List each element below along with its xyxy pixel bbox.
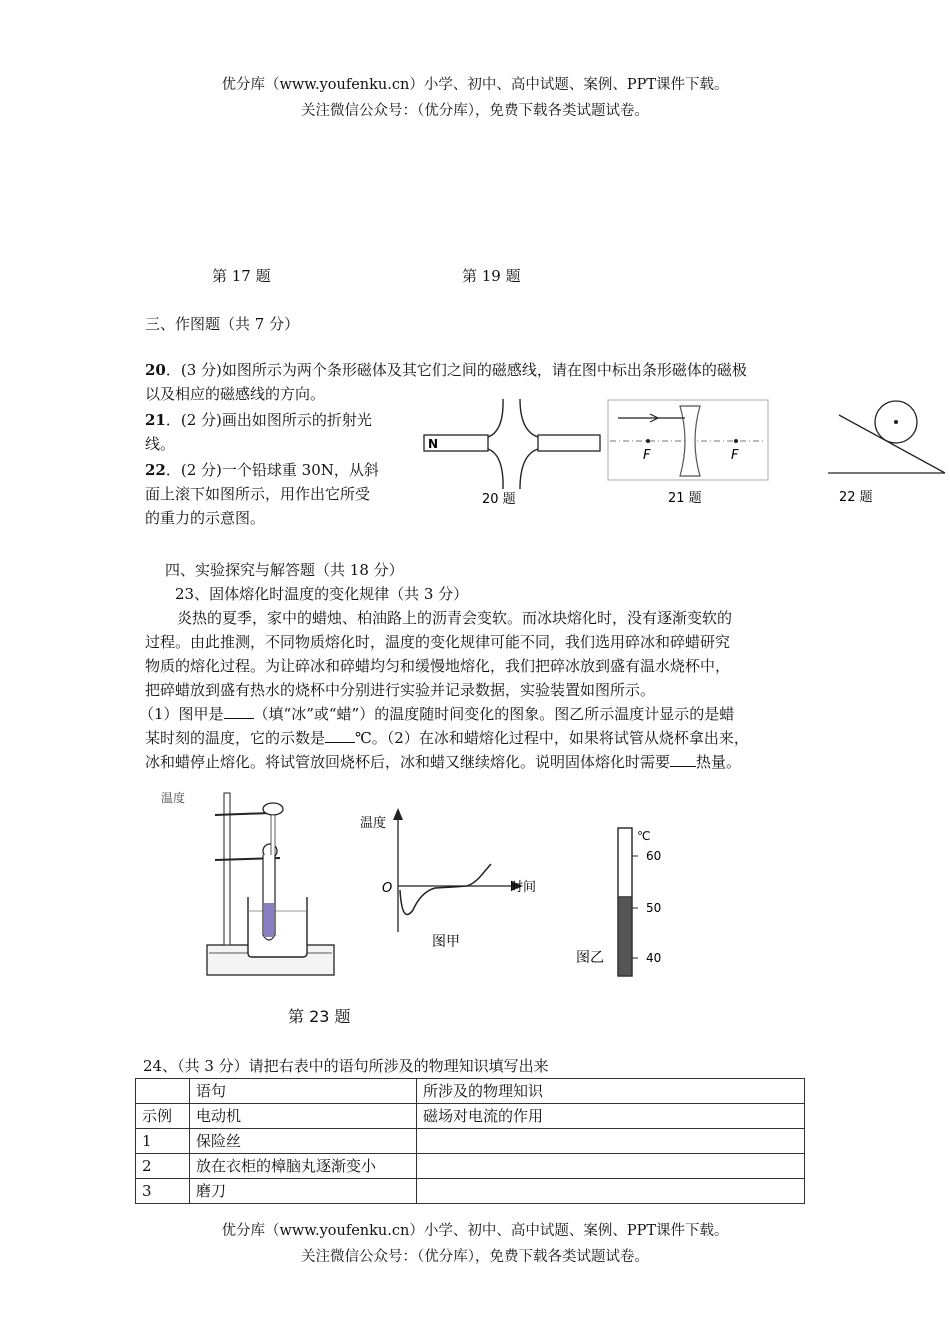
table-header-cell — [136, 1079, 190, 1104]
table-cell: 电动机 — [190, 1104, 417, 1129]
graph-jia — [355, 800, 550, 960]
table-cell: 3 — [136, 1179, 190, 1204]
table-cell: 放在衣柜的樟脑丸逐渐变小 — [190, 1154, 417, 1179]
clipped-temp-label: 温度 — [161, 791, 186, 805]
tick-label-40: 40 — [646, 951, 662, 965]
field-line-bottom-right — [520, 449, 538, 489]
q23-sub3-a: 冰和蜡停止熔化。将试管放回烧杯后，冰和蜡又继续熔化。说明固体熔化时需要 — [145, 753, 671, 771]
footer-line-1: 优分库（www.youfenku.cn）小学、初中、高中试题、案例、PPT课件下载。 — [221, 1223, 729, 1239]
header-line-2: 关注微信公众号：（优分库），免费下载各类试题试卷。 — [301, 103, 649, 119]
q23-para-2: 过程。由此推测，不同物质熔化时，温度的变化规律可能不同，我们选用碎冰和碎蜡研究 — [145, 633, 731, 651]
thermometer-body — [618, 828, 661, 976]
table-row — [136, 1129, 805, 1154]
focus-left — [646, 439, 650, 443]
magnet-right — [538, 435, 600, 451]
answer-cell[interactable] — [417, 1179, 805, 1204]
table-row — [136, 1179, 805, 1204]
figure-22-caption: 22 题 — [839, 490, 873, 505]
q23-title: 23、固体熔化时温度的变化规律（共 3 分） — [175, 585, 469, 603]
magnet-n-label: N — [428, 437, 439, 451]
q24-table — [135, 1078, 805, 1204]
q23-sub1-a: （1）图甲是 — [139, 705, 224, 723]
q20-text-b: 以及相应的磁感线的方向。 — [145, 385, 326, 403]
graph-x-label: 时间 — [510, 880, 537, 895]
page-header — [0, 72, 950, 124]
thermometer-yi — [572, 822, 672, 982]
q23-para-3: 物质的熔化过程。为让碎冰和碎蜡均匀和缓慢地熔化，我们把碎冰放到盛有温水烧杯中， — [145, 657, 731, 675]
test-tube-sample — [264, 903, 274, 937]
thermometer-unit: ℃ — [637, 829, 651, 843]
ball-center — [894, 420, 898, 424]
figure-21-lens — [606, 398, 771, 510]
focus-right — [734, 439, 738, 443]
field-line-bottom-left — [488, 449, 503, 489]
table-header-cell: 所涉及的物理知识 — [417, 1079, 805, 1104]
page-footer — [0, 1218, 950, 1270]
focus-left-label: F — [643, 448, 651, 463]
q23-para-4: 把碎蜡放到盛有热水的烧杯中分别进行实验并记录数据，实验装置如图所示。 — [145, 681, 656, 699]
focus-right-label: F — [731, 448, 739, 463]
q23-sub2-a: 某时刻的温度，它的示数是 — [145, 729, 326, 747]
stand-rod — [224, 793, 230, 945]
q20-text-a: ．(3 分)如图所示为两个条形磁体及其它们之间的磁感线，请在图中标出条形磁体的磁极 — [165, 361, 747, 379]
answer-blank-2[interactable] — [325, 728, 355, 743]
q23-sub3-b: 热量。 — [696, 753, 742, 771]
thermometer-liquid — [618, 897, 632, 976]
table-cell: 磨刀 — [190, 1179, 417, 1204]
graph-y-label: 温度 — [360, 816, 387, 831]
figure-21-caption: 21 题 — [668, 491, 702, 506]
figure-20-caption: 20 题 — [482, 492, 516, 507]
table-cell: 磁场对电流的作用 — [417, 1104, 805, 1129]
question-21 — [145, 408, 395, 456]
table-cell: 2 — [136, 1154, 190, 1179]
table-header-cell: 语句 — [190, 1079, 417, 1104]
figure-23-caption: 第 23 题 — [288, 1007, 351, 1026]
footer-line-2: 关注微信公众号：（优分库），免费下载各类试题试卷。 — [301, 1249, 649, 1265]
answer-cell[interactable] — [417, 1154, 805, 1179]
q23-sub2-b: ℃。（2）在冰和蜡熔化过程中，如果将试管从烧杯拿出来， — [355, 729, 749, 747]
table-cell: 保险丝 — [190, 1129, 417, 1154]
section-4-title: 四、实验探究与解答题（共 18 分） — [165, 561, 404, 579]
thermometer-caption: 图乙 — [576, 950, 604, 966]
graph-origin-label: O — [382, 881, 393, 896]
q24-title: 24、（共 3 分）请把右表中的语句所涉及的物理知识填写出来 — [143, 1057, 549, 1075]
graph-curve — [400, 864, 491, 915]
q22-text-b: 面上滚下如图所示，用作出它所受 — [145, 485, 371, 503]
q22-number: 22 — [145, 461, 166, 479]
figure-label-19: 第 19 题 — [462, 267, 521, 285]
q21-number: 21 — [145, 411, 166, 429]
figure-20-magnets — [420, 395, 605, 510]
q23-sub1-b: （填“冰”或“蜡”）的温度随时间变化的图象。图乙所示温度计显示的是蜡 — [253, 705, 735, 723]
graph-caption: 图甲 — [432, 934, 460, 950]
top-clamp — [263, 803, 283, 815]
beaker — [248, 897, 307, 957]
field-line-top-right — [520, 399, 538, 437]
table-header-row — [136, 1079, 805, 1104]
figure-label-17: 第 17 题 — [212, 267, 271, 285]
q22-text-a: ．(2 分)一个铅球重 30N，从斜 — [165, 461, 379, 479]
answer-blank-3[interactable] — [670, 752, 696, 767]
q20-number: 20 — [145, 361, 166, 379]
header-line-1: 优分库（www.youfenku.cn）小学、初中、高中试题、案例、PPT课件下载。 — [221, 77, 729, 93]
answer-cell[interactable] — [417, 1129, 805, 1154]
answer-blank-1[interactable] — [224, 704, 254, 719]
q23-body — [139, 606, 825, 774]
table-cell: 1 — [136, 1129, 190, 1154]
table-row — [136, 1104, 805, 1129]
q21-text-b: 线。 — [145, 435, 176, 453]
figure-23-apparatus — [155, 785, 345, 980]
figure-22-incline — [825, 395, 947, 510]
q23-para-1: 炎热的夏季，家中的蜡烛、柏油路上的沥青会变软。而冰块熔化时，没有逐渐变软的 — [177, 609, 733, 627]
table-row — [136, 1154, 805, 1179]
q22-text-c: 的重力的示意图。 — [145, 509, 266, 527]
question-22 — [145, 458, 405, 530]
tick-label-60: 60 — [646, 849, 662, 863]
q21-text-a: ．(2 分)画出如图所示的折射光 — [165, 411, 372, 429]
tick-label-50: 50 — [646, 901, 662, 915]
table-cell: 示例 — [136, 1104, 190, 1129]
y-axis-arrow-icon — [393, 808, 403, 820]
section-3-title: 三、作图题（共 7 分） — [145, 315, 300, 333]
field-line-top-left — [488, 399, 503, 437]
